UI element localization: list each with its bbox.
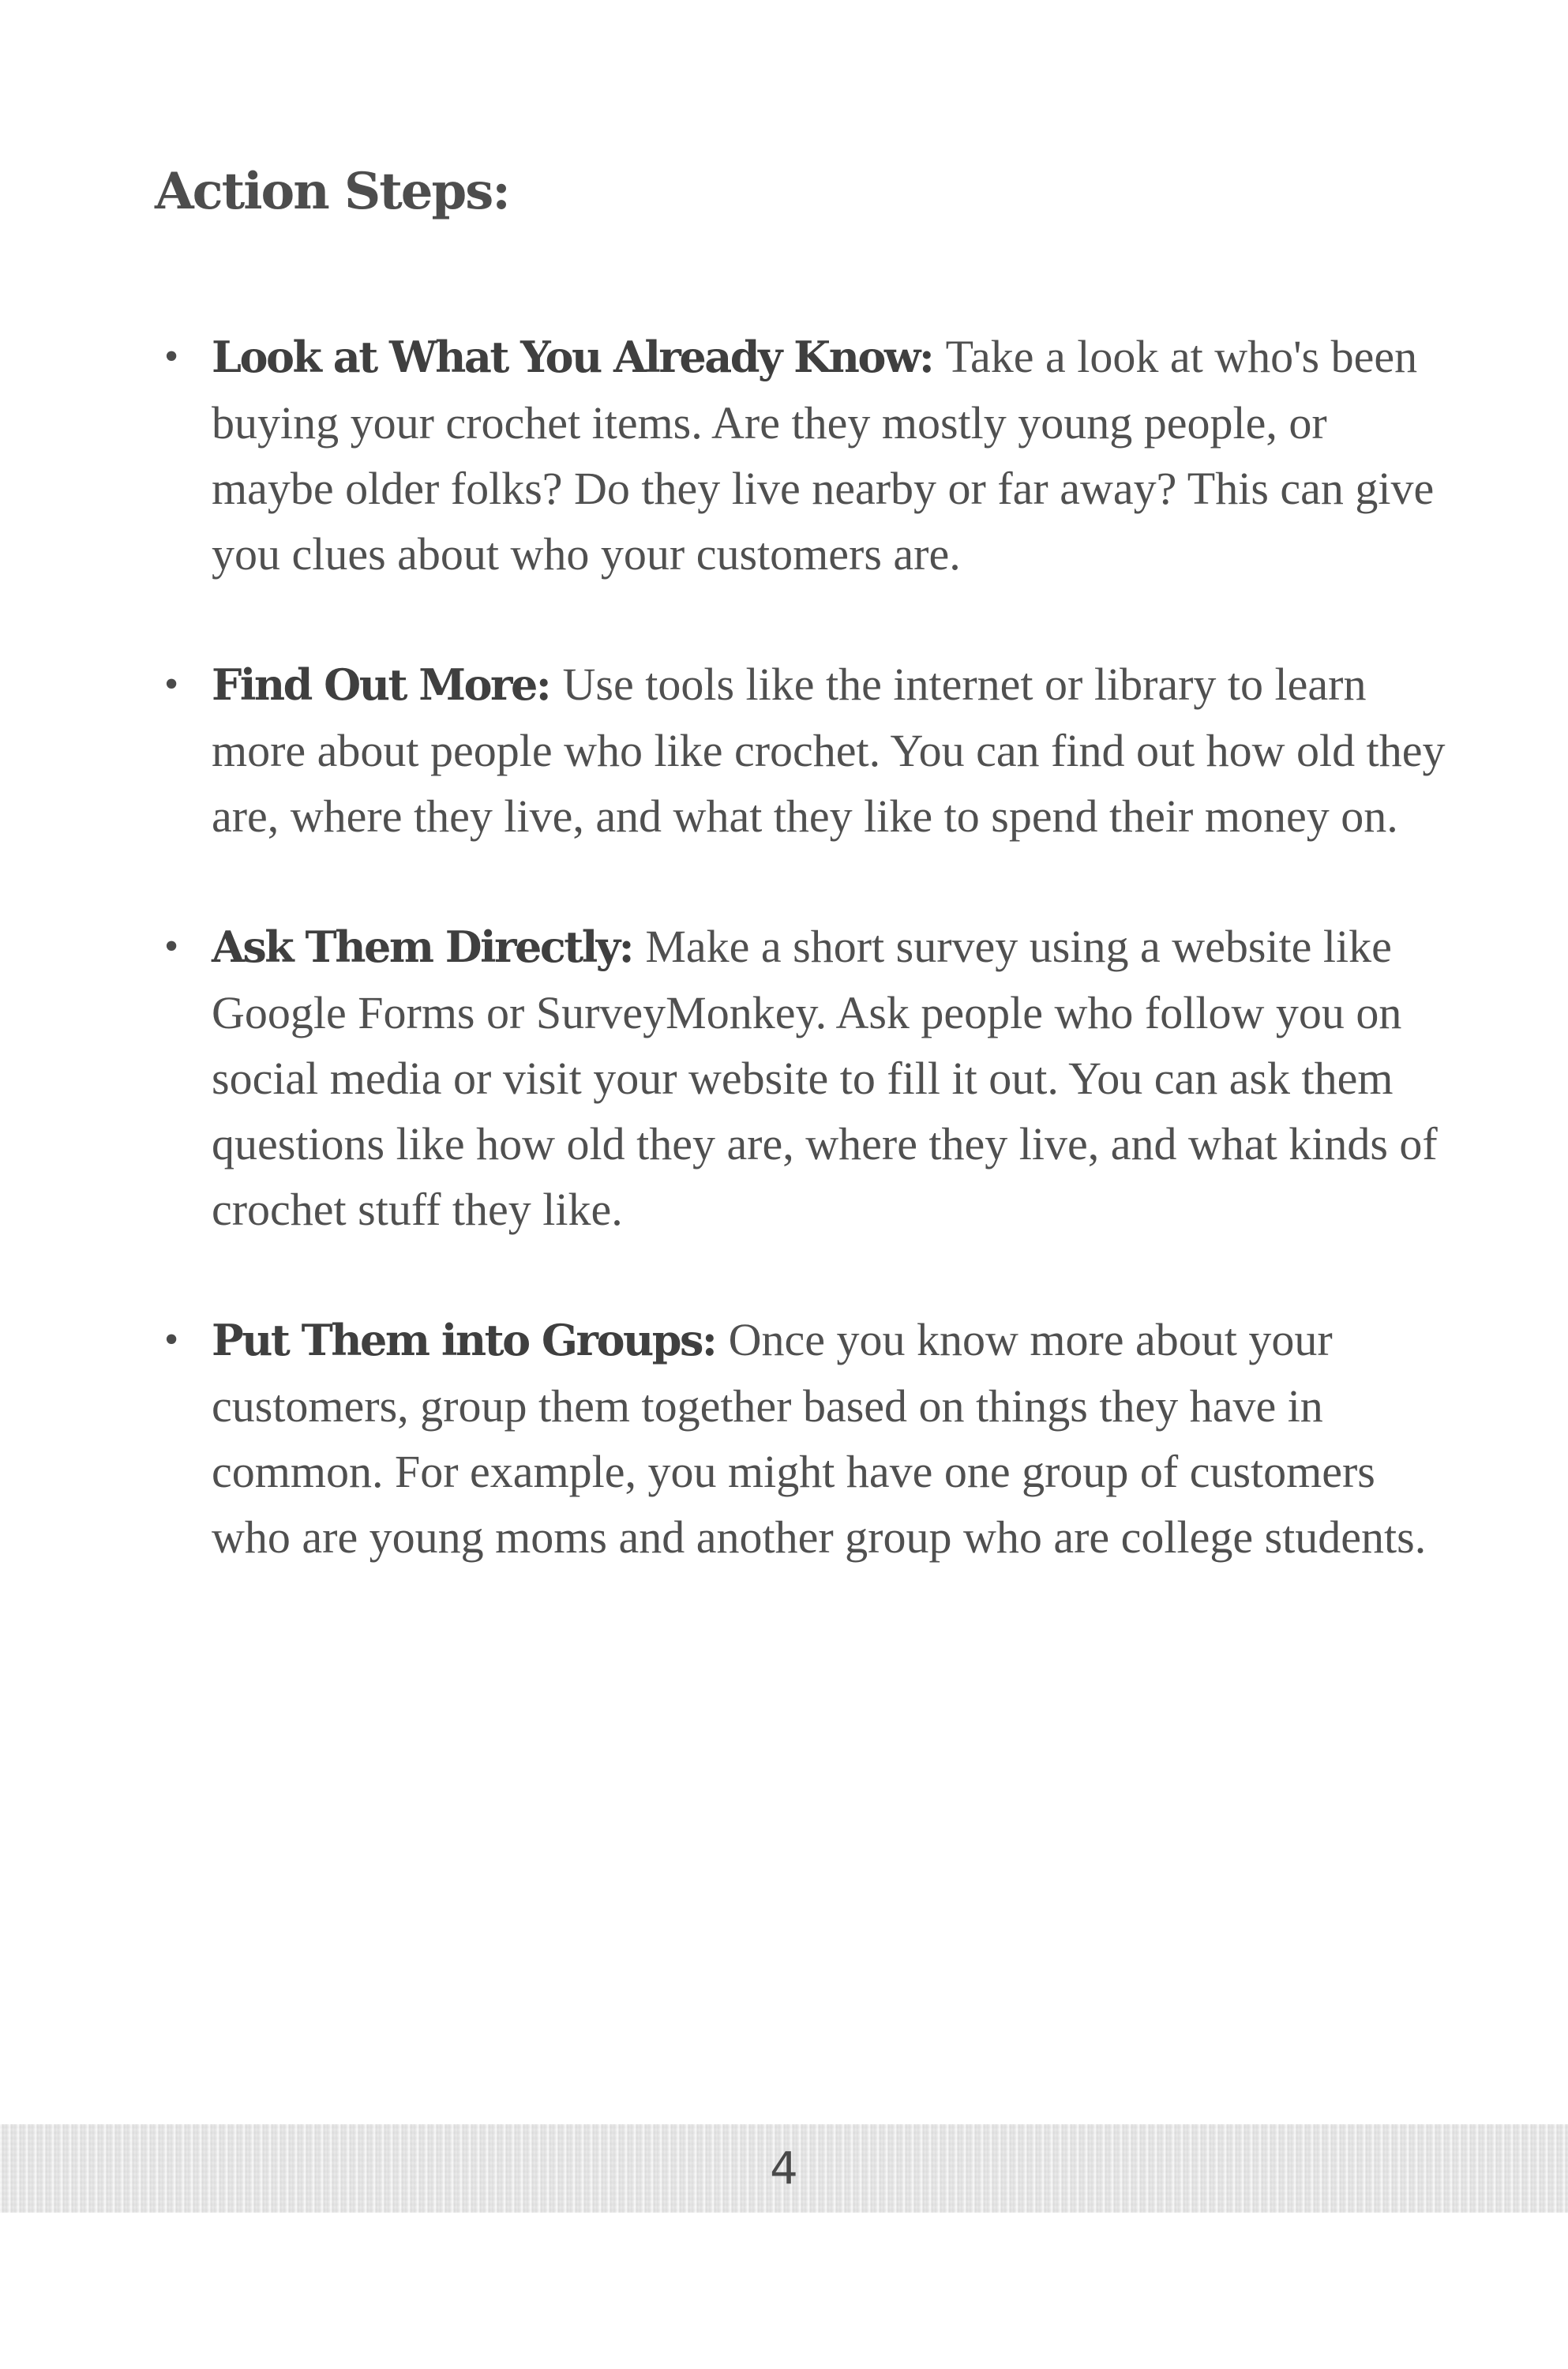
- page-number: 4: [770, 2143, 798, 2194]
- step-title: Ask Them Directly:: [212, 922, 646, 972]
- step-title: Find Out More:: [212, 659, 563, 710]
- step-text: Take a look at who's been buying your crochet items. Are they mostly young people, or maybe older folks? Do they live nearby or far away? This can give you clues about who your customers are.: [212, 331, 1435, 580]
- bullet-icon: •: [164, 662, 179, 707]
- step-title: Put Them into Groups:: [212, 1315, 729, 1365]
- bullet-icon: •: [164, 334, 179, 379]
- list-item: [155, 914, 1450, 1242]
- step-text: Once you know more about your customers, group them together based on things they have in common. For example, you might have one group of customers who are young moms and another group who are college students.: [212, 1314, 1427, 1563]
- bullet-icon: •: [164, 1317, 179, 1362]
- section-heading: Action Steps:: [155, 162, 509, 221]
- list-item: [155, 324, 1450, 587]
- list-item: [155, 651, 1450, 849]
- bullet-icon: •: [164, 924, 179, 969]
- list-item: [155, 1307, 1450, 1570]
- step-text: Make a short survey using a website like Google Forms or SurveyMonkey. Ask people who follow you on social media or visit your website to fill it out. You can ask them questions like how old they are, where they live, and what kinds of crochet stuff they like.: [212, 921, 1438, 1235]
- action-steps-list: [155, 324, 1450, 1635]
- step-text: Use tools like the internet or library to learn more about people who like crochet. You can find out how old they are, where they live, and what they like to spend their money on.: [212, 659, 1446, 842]
- step-title: Look at What You Already Know:: [212, 332, 946, 382]
